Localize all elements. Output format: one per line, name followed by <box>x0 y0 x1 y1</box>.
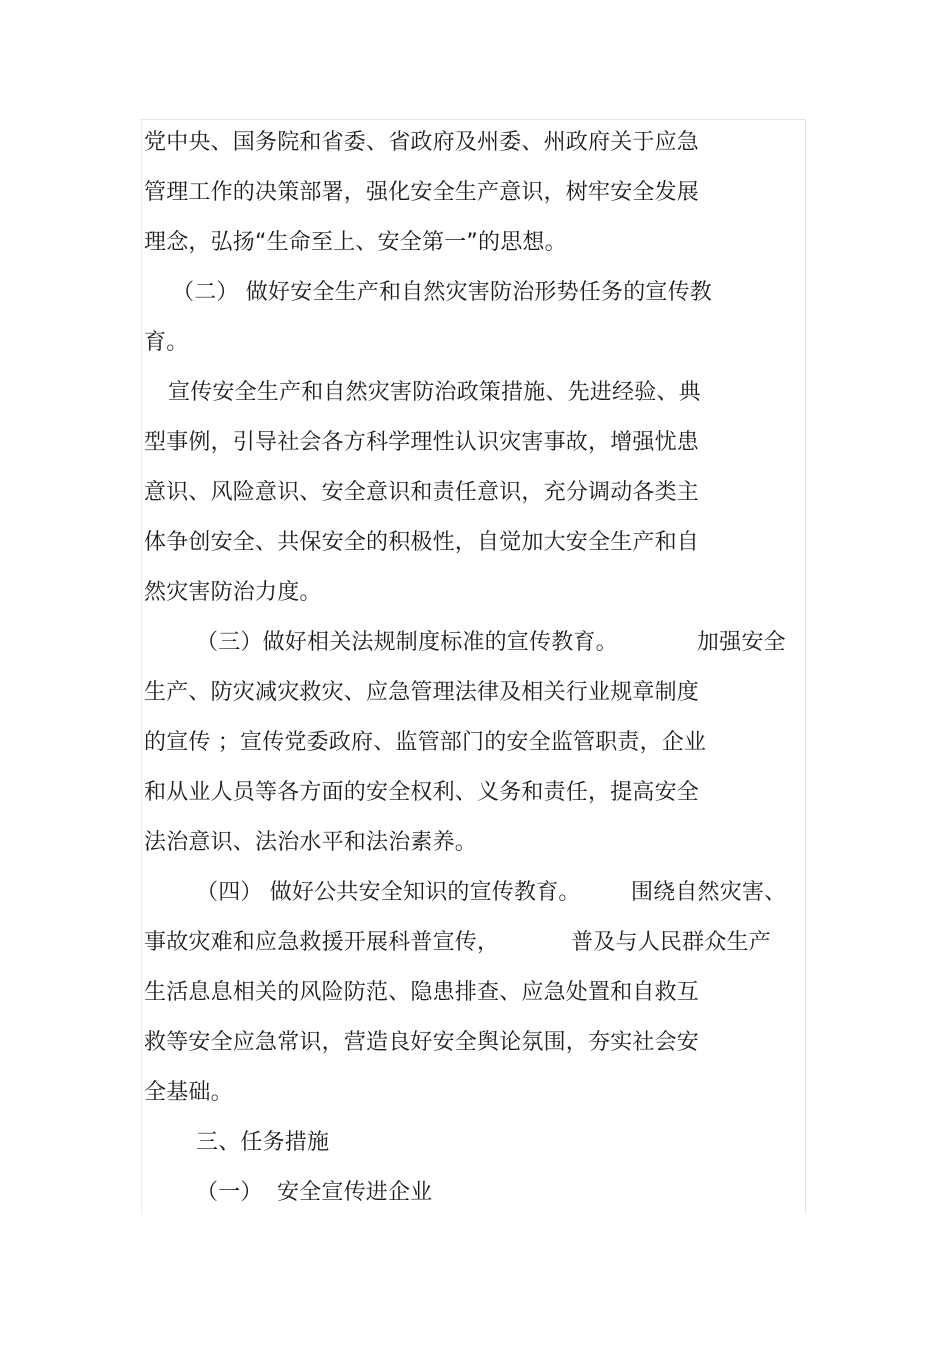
section-heading: （二） 做好安全生产和自然灾害防治形势任务的宣传教 <box>172 280 712 305</box>
text-line: 法治意识、法治水平和法治素养。 <box>144 830 478 855</box>
text-line: 管理工作的决策部署，强化安全生产意识，树牢安全发展 <box>144 180 700 205</box>
section-heading: （三）做好相关法规制度标准的宣传教育。 加强安全 <box>196 630 786 655</box>
text-line: 党中央、国务院和省委、省政府及州委、州政府关于应急 <box>144 130 700 155</box>
text-line: 理念，弘扬“生命至上、安全第一”的思想。 <box>144 230 567 255</box>
section-heading: （四） 做好公共安全知识的宣传教育。 围绕自然灾害、 <box>196 880 787 905</box>
text-line: 事故灾难和应急救援开展科普宣传， 普及与人民群众生产 <box>144 930 771 955</box>
text-line: 型事例，引导社会各方科学理性认识灾害事故，增强忧患 <box>144 430 700 455</box>
text-line: 育。 <box>144 330 189 355</box>
section-heading: （一） 安全宣传进企业 <box>196 1180 433 1205</box>
text-line: 然灾害防治力度。 <box>144 580 322 605</box>
text-line: 生产、防灾减灾救灾、应急管理法律及相关行业规章制度 <box>144 680 700 705</box>
text-line: 生活息息相关的风险防范、隐患排查、应急处置和自救互 <box>144 980 700 1005</box>
text-line: 的宣传 ；宣传党委政府、监管部门的安全监管职责，企业 <box>144 730 707 755</box>
chapter-heading: 三、任务措施 <box>196 1130 330 1155</box>
text-line: 宣传安全生产和自然灾害防治政策措施、先进经验、典 <box>168 380 701 405</box>
text-line: 和从业人员等各方面的安全权利、义务和责任，提高安全 <box>144 780 700 805</box>
text-line: 意识、风险意识、安全意识和责任意识，充分调动各类主 <box>144 480 700 505</box>
text-line: 全基础。 <box>144 1080 233 1105</box>
text-line: 救等安全应急常识，营造良好安全舆论氛围，夯实社会安 <box>144 1030 700 1055</box>
text-line: 体争创安全、共保安全的积极性，自觉加大安全生产和自 <box>144 530 700 555</box>
